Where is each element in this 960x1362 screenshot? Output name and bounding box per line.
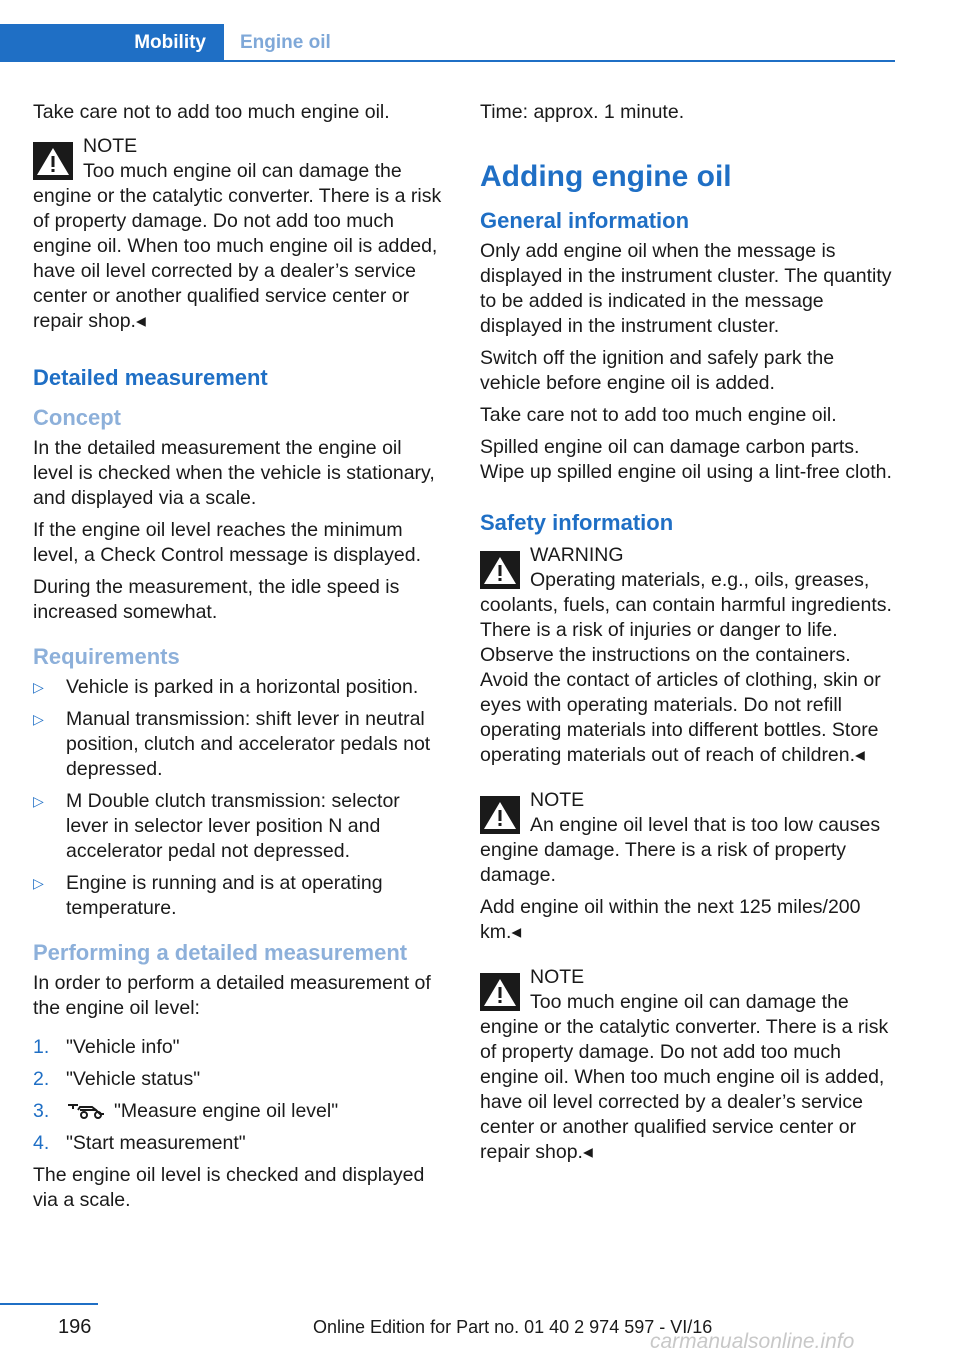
performing-text: In order to perform a detailed measurement of the engine oil level: <box>33 972 431 1019</box>
note-keyword: NOTE <box>83 135 138 157</box>
general-text-3: Take care not to add too much engine oil. <box>480 404 837 426</box>
page-number: 196 <box>58 1316 92 1338</box>
heading-safety-information: Safety information <box>480 510 674 535</box>
list-item: ▷ Vehicle is parked in a horizontal position. <box>33 676 419 698</box>
general-text-2: Switch off the ignition and safely park the vehicle before engine oil is added. <box>480 347 835 394</box>
heading-general-information: General information <box>480 208 690 233</box>
list-item: ▷ M Double clutch transmission: selector lever in selector lever position N and accelerator pedal not depressed. <box>33 790 400 862</box>
warning-triangle-icon <box>480 796 520 834</box>
heading-requirements: Requirements <box>33 644 180 669</box>
warning-keyword: WARNING <box>530 544 624 566</box>
note-text: Too much engine oil can damage the engine or the catalytic converter. There is a risk of property damage. Do not add too much engine oil. When too much engine oil is added, have oil level corrected by a dealer’s service center or another qualified service center or repair shop.◂ <box>33 160 442 332</box>
heading-concept: Concept <box>33 405 121 430</box>
concept-text-2: If the engine oil level reaches the minimum level, a Check Control message is displayed. <box>33 519 422 566</box>
warning-triangle-icon <box>480 551 520 589</box>
heading-adding-engine-oil: Adding engine oil <box>480 160 732 193</box>
list-item: 3. "Measure engine oil level" <box>33 1100 339 1122</box>
watermark: carmanualsonline.info <box>650 1330 855 1353</box>
list-triangle-icon: ▷ <box>33 793 44 809</box>
note-box-3 <box>480 963 894 1165</box>
list-item: 1. "Vehicle info" <box>33 1036 180 1058</box>
right-column <box>480 100 894 1172</box>
list-triangle-icon: ▷ <box>33 679 44 695</box>
list-item: 4. "Start measurement" <box>33 1132 246 1154</box>
intro-text: Take care not to add too much engine oil. <box>33 101 390 123</box>
header-rule <box>0 60 895 62</box>
chapter-tab: Engine oil <box>240 32 331 53</box>
concept-text-1: In the detailed measurement the engine oil level is checked when the vehicle is stationary, and displayed via a scale. <box>33 437 435 509</box>
list-item: ▷ Manual transmission: shift lever in neutral position, clutch and accelerator pedals not depressed. <box>33 708 431 780</box>
list-triangle-icon: ▷ <box>33 711 44 727</box>
note-text: Too much engine oil can damage the engine or the catalytic converter. There is a risk of property damage. Do not add too much engine oil. When too much engine oil is added, have oil level corrected by a dealer’s service center or another qualified service center or repair shop.◂ <box>480 991 889 1163</box>
note-text: An engine oil level that is too low causes engine damage. There is a risk of property damage. <box>480 814 881 886</box>
section-tab: Mobility <box>0 24 224 62</box>
note-extra-text: Add engine oil within the next 125 miles/200 km.◂ <box>480 896 861 943</box>
warning-triangle-icon <box>33 142 73 180</box>
time-text: Time: approx. 1 minute. <box>480 101 685 123</box>
page-header <box>0 24 895 62</box>
general-text-4: Spilled engine oil can damage carbon parts. Wipe up spilled engine oil using a lint-free cloth. <box>480 436 892 483</box>
closing-text: The engine oil level is checked and displayed via a scale. <box>33 1164 425 1211</box>
heading-performing: Performing a detailed measurement <box>33 940 408 965</box>
edition-text: Online Edition for Part no. 01 40 2 974 597 - VI/16 <box>313 1317 713 1337</box>
list-item: 2. "Vehicle status" <box>33 1068 201 1090</box>
warning-box <box>480 541 894 768</box>
note-box-1 <box>33 132 447 334</box>
footer-rule <box>0 1303 98 1305</box>
car-lift-icon <box>66 1101 106 1119</box>
left-column <box>33 100 447 1220</box>
concept-text-3: During the measurement, the idle speed is increased somewhat. <box>33 576 400 623</box>
note-keyword: NOTE <box>530 789 585 811</box>
requirements-list <box>33 675 447 921</box>
note-keyword: NOTE <box>530 966 585 988</box>
note-box-2 <box>480 786 894 888</box>
general-text-1: Only add engine oil when the message is displayed in the instrument cluster. The quantity to be added is indicated in the message displayed in the instrument cluster. <box>480 240 892 337</box>
warning-text: Operating materials, e.g., oils, greases, coolants, fuels, can contain harmful ingredients. There is a risk of injuries or danger to life. Observe the instructions on the containers. Avoid the contact of articles of clothing, skin or eyes with operating materials. Do not refill operating materials into different bottles. Store operating materials out of reach of children.◂ <box>480 569 892 766</box>
list-item: ▷ Engine is running and is at operating temperature. <box>33 872 383 919</box>
list-triangle-icon: ▷ <box>33 875 44 891</box>
warning-triangle-icon <box>480 973 520 1011</box>
heading-detailed-measurement: Detailed measurement <box>33 365 268 390</box>
steps-list <box>33 1035 447 1156</box>
